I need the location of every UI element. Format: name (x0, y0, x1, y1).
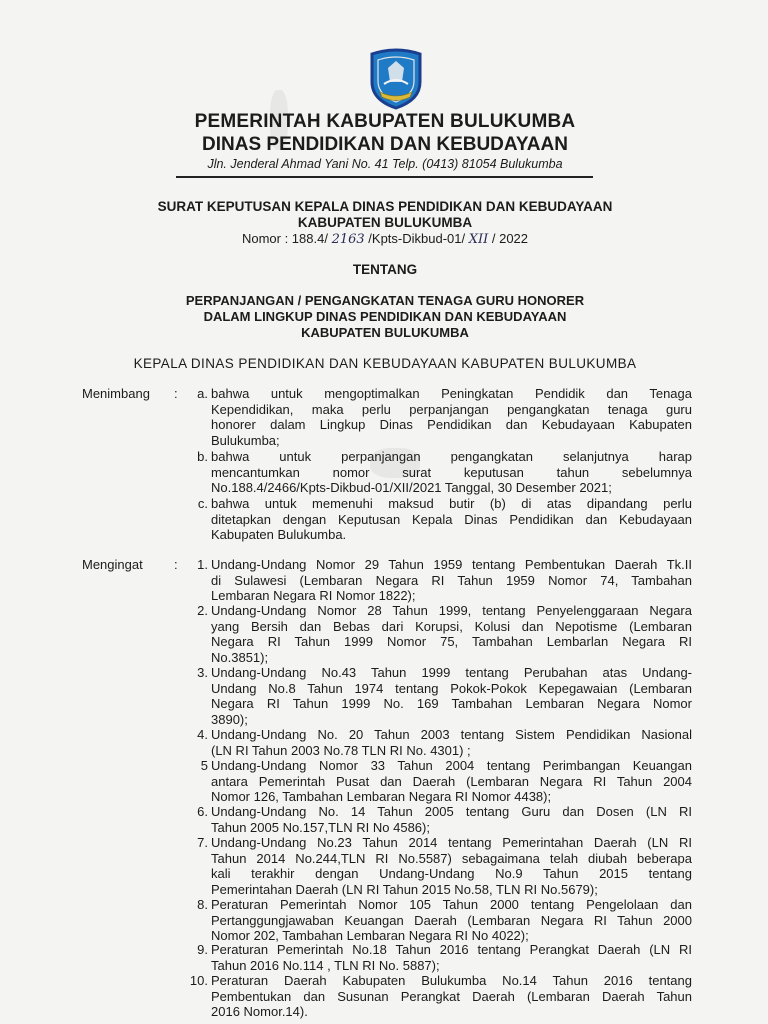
item-marker: 9. (197, 942, 208, 957)
item-line: Negara RI Tahun 1999 Nomor 75, Tambahan Lembarlan Negara RI (211, 634, 692, 649)
menimbang-colon: : (174, 386, 178, 401)
item-line: Tahun 2016 No.114 , TLN RI No. 5887); (211, 957, 440, 973)
item-line: Peraturan Pemerintah No.18 Tahun 2016 tentang Perangkat Daerah (LN RI (211, 942, 692, 957)
menimbang-label: Menimbang (82, 386, 150, 401)
item-line: (LN RI Tahun 2003 No.78 TLN RI No. 4301) ; (211, 742, 471, 758)
item-marker: a. (197, 386, 208, 401)
regency-crest-icon (366, 48, 426, 110)
decree-title-line2: KABUPATEN BULUKUMBA (297, 215, 473, 230)
item-line: Undang-Undang Nomor 28 Tahun 1999, tentang Penyelenggaraan Negara (211, 603, 692, 618)
item-marker: 4. (197, 727, 208, 742)
item-line: mencantumkan nomor surat keputusan tahun sebelumnya (211, 464, 692, 480)
item-marker: 5 (200, 758, 208, 773)
item-line: No.3851); (211, 649, 269, 665)
item-line: Tahun 2005 No.157,TLN RI No 4586); (211, 819, 430, 835)
item-marker: 10. (189, 973, 208, 988)
decree-number (0, 231, 768, 247)
item-line: Pertanggungjawaban Keuangan Daerah (Lembaran Negara RI Tahun 2000 (211, 912, 692, 928)
item-marker: 7. (197, 835, 208, 850)
subject-line1: PERPANJANGAN / PENGANGKATAN TENAGA GURU HONORER (185, 293, 585, 308)
item-line: 3890); (211, 711, 248, 727)
item-line: antara Pemerintah Pusat dan Daerah (Lembaran Negara RI Tahun 2004 (211, 773, 692, 789)
tentang-heading: TENTANG (352, 262, 418, 277)
item-marker: c. (197, 496, 208, 511)
item-marker: 3. (197, 665, 208, 680)
item-line: Negara RI Tahun 1999 No. 169 Tambahan Lembaran Negara Nomor (211, 696, 692, 711)
item-line: Pemerintahan Daerah (LN RI Tahun 2015 No.58, TLN RI No.5679); (211, 881, 598, 897)
item-line: yang Bersih dan Bebas dari Korupsi, Kolusi dan Nepotisme (Lembaran (211, 618, 692, 634)
mengingat-colon: : (174, 557, 178, 572)
item-line: Bulukumba; (211, 432, 280, 448)
subject-line2: DALAM LINGKUP DINAS PENDIDIKAN DAN KEBUDAYAAN (203, 309, 567, 324)
item-line: Undang-Undang No.43 Tahun 1999 tentang Perubahan atas Undang- (211, 665, 692, 680)
item-line: Nomor 126, Tambahan Lembaran Negara RI Nomor 4438); (211, 789, 552, 804)
agency-address: Jln. Jenderal Ahmad Yani No. 41 Telp. (0413) 81054 Bulukumba (207, 157, 563, 171)
item-line: Kependidikan, maka perlu perpanjangan pengangkatan tenaga guru (211, 401, 692, 417)
item-line: honorer dalam Lingkup Dinas Pendidikan dan Kebudayaan Kabupaten (211, 417, 692, 432)
item-marker: 2. (197, 603, 208, 618)
decree-number-suffix: / 2022 (488, 231, 529, 246)
item-line: Undang-Undang No.23 Tahun 2014 tentang Pemerintahan Daerah (LN RI (211, 835, 692, 850)
item-marker: 1. (197, 557, 208, 572)
item-line: kali terakhir dengan Undang-Undang No.9 Tahun 2015 tentang (211, 866, 692, 881)
item-line: Lembaran Negara RI Nomor 1822); (211, 588, 416, 603)
item-line: 2016 Nomor.14). (211, 1004, 308, 1019)
item-line: No.188.4/2466/Kpts-Dikbud-01/XII/2021 Tanggal, 30 Desember 2021; (211, 480, 612, 495)
item-line: Undang-Undang No. 20 Tahun 2003 tentang Sistem Pendidikan Nasional (211, 727, 692, 742)
item-line: Peraturan Pemerintah Nomor 105 Tahun 2000 tentang Pengelolaan dan (211, 897, 692, 912)
handwritten-month: XII (468, 232, 489, 247)
item-line: Peraturan Daerah Kabupaten Bulukumba No.14 Tahun 2016 tentang (211, 973, 692, 988)
subject-line3: KABUPATEN BULUKUMBA (301, 325, 469, 340)
item-line: bahwa untuk mengoptimalkan Peningkatan Pendidik dan Tenaga (211, 386, 692, 401)
item-line: Kabupaten Bulukumba. (211, 527, 347, 542)
decree-number-prefix: Nomor : 188.4/ (241, 231, 332, 246)
item-line: Undang-Undang Nomor 29 Tahun 1959 tentang Pembentukan Daerah Tk.II (211, 557, 692, 572)
item-marker: b. (197, 449, 208, 464)
mengingat-label: Mengingat (82, 557, 143, 572)
item-marker: 6. (197, 804, 208, 819)
issuer-line: KEPALA DINAS PENDIDIKAN DAN KEBUDAYAAN KABUPATEN BULUKUMBA (133, 356, 637, 371)
decree-title-line1: SURAT KEPUTUSAN KEPALA DINAS PENDIDIKAN DAN KEBUDAYAAN (157, 199, 613, 214)
agency-name-line2: DINAS PENDIDIKAN DAN KEBUDAYAAN (202, 134, 568, 155)
item-line: Undang No.8 Tahun 1974 tentang Pokok-Pokok Kepegawaian (Lembaran (211, 680, 692, 696)
item-line: di Sulawesi (Lembaran Negara RI Tahun 1959 Nomor 74, Tambahan (211, 572, 692, 588)
item-line: Tahun 2014 No.244,TLN RI No.5587) sebagaimana telah diubah beberapa (211, 850, 692, 866)
item-line: bahwa untuk perpanjangan pengangkatan selanjutnya harap (211, 449, 692, 464)
handwritten-number: 2163 (331, 232, 365, 247)
item-line: Undang-Undang Nomor 33 Tahun 2004 tentang Perimbangan Keuangan (211, 758, 692, 773)
item-marker: 8. (197, 897, 208, 912)
item-line: Undang-Undang No. 14 Tahun 2005 tentang Guru dan Dosen (LN RI (211, 804, 692, 819)
letterhead-divider (176, 176, 593, 178)
item-line: Nomor 202, Tambahan Lembaran Negara RI No 4022); (211, 928, 529, 943)
agency-name-line1: PEMERINTAH KABUPATEN BULUKUMBA (194, 111, 576, 132)
decree-number-mid: /Kpts-Dikbud-01/ (364, 231, 469, 246)
item-line: ditetapkan dengan Keputusan Kepala Dinas Pendidikan dan Kebudayaan (211, 511, 692, 527)
item-line: bahwa untuk memenuhi maksud butir (b) di atas dipandang perlu (211, 496, 692, 511)
item-line: Pembentukan dan Susunan Perangkat Daerah (Lembaran Daerah Tahun (211, 988, 692, 1004)
